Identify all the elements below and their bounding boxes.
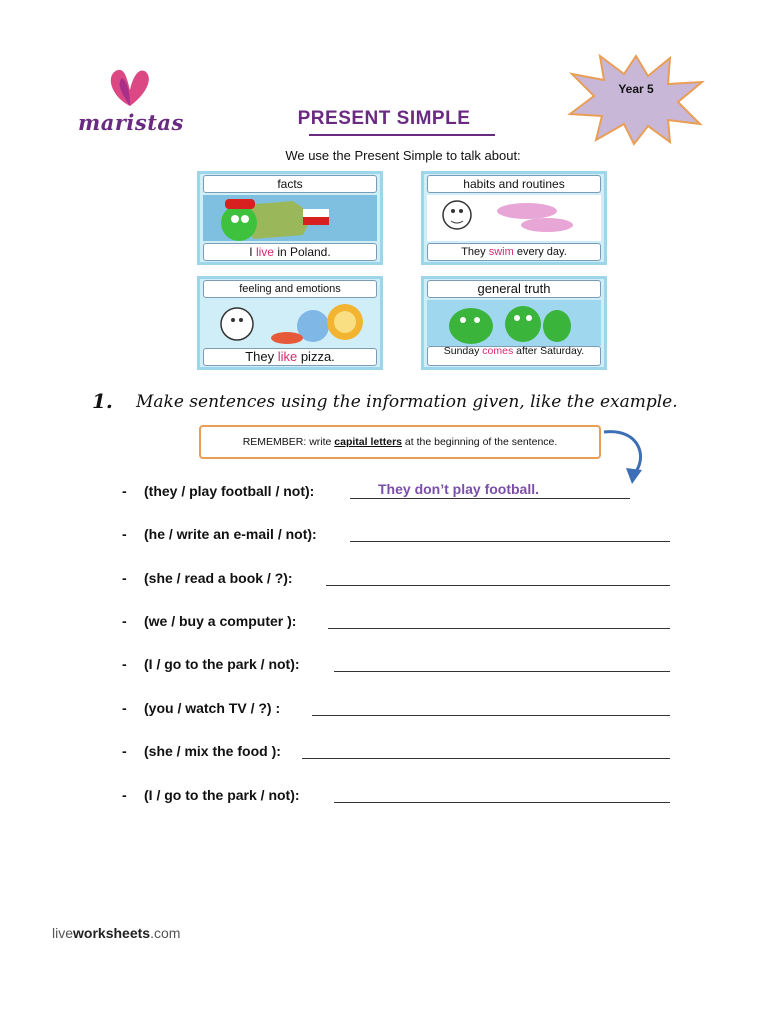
feelings-scene <box>203 300 377 346</box>
exercise-item-8 <box>122 787 682 807</box>
sentence-post: after Saturday. <box>513 345 585 357</box>
sentence-verb: comes <box>482 345 514 357</box>
exercise-item-4 <box>122 613 682 633</box>
pizza-characters-icon <box>203 300 377 346</box>
year-label: Year 5 <box>618 82 654 96</box>
item-prompt: (they / play football / not): <box>144 483 315 499</box>
item-prompt: (I / go to the park / not): <box>144 656 300 672</box>
map-character-icon <box>203 195 377 241</box>
title-underline <box>309 134 495 136</box>
card-label: general truth <box>427 280 601 298</box>
answer-line[interactable] <box>350 498 630 499</box>
butterfly-icon <box>100 66 160 112</box>
item-dash: - <box>122 700 127 716</box>
logo-text: maristas <box>78 110 184 135</box>
days-characters-icon <box>427 300 601 346</box>
card-label: feeling and emotions <box>203 280 377 298</box>
card-sentence <box>203 243 377 261</box>
exercise-item-6 <box>122 700 682 720</box>
remember-post: at the beginning of the sentence. <box>402 436 558 448</box>
exercise-item-2 <box>122 526 682 546</box>
curved-arrow-icon <box>600 428 650 488</box>
sentence-pre: They <box>245 349 278 364</box>
item-dash: - <box>122 526 127 542</box>
card-habits <box>421 171 607 265</box>
exercise-item-5 <box>122 656 682 676</box>
sentence-pre: I <box>249 245 256 259</box>
sentence-verb: swim <box>488 246 514 258</box>
star-burst-icon <box>566 52 706 146</box>
habits-scene <box>427 195 601 241</box>
item-dash: - <box>122 787 127 803</box>
item-prompt: (you / watch TV / ?) : <box>144 700 281 716</box>
card-feelings <box>197 276 383 370</box>
exercise-number: 1. <box>92 389 113 413</box>
card-facts <box>197 171 383 265</box>
answer-line[interactable] <box>302 758 670 759</box>
item-prompt: (she / mix the food ): <box>144 743 281 759</box>
swimming-character-icon <box>427 195 601 241</box>
card-label: facts <box>203 175 377 193</box>
item-dash: - <box>122 570 127 586</box>
item-prompt: (we / buy a computer ): <box>144 613 297 629</box>
card-sentence <box>427 346 601 366</box>
exercise-item-1 <box>122 483 682 503</box>
answer-line[interactable] <box>334 671 670 672</box>
footer-brand <box>52 925 180 941</box>
exercise-item-3 <box>122 570 682 590</box>
card-label: habits and routines <box>427 175 601 193</box>
footer-post: .com <box>150 925 181 941</box>
answer-line[interactable] <box>312 715 670 716</box>
page-title: PRESENT SIMPLE <box>297 108 471 129</box>
remember-box <box>199 425 601 459</box>
footer-bold: worksheets <box>73 925 151 941</box>
sentence-pre: They <box>461 246 489 258</box>
remember-pre: REMEMBER: write <box>242 436 335 448</box>
answer-line[interactable] <box>328 628 670 629</box>
exercise-instruction: Make sentences using the information given, like the example. <box>136 392 678 412</box>
sentence-pre: Sunday <box>443 345 483 357</box>
item-dash: - <box>122 483 127 499</box>
sentence-verb: live <box>255 245 274 259</box>
item-dash: - <box>122 743 127 759</box>
sentence-verb: like <box>277 349 298 364</box>
maristas-logo <box>78 66 188 146</box>
facts-scene <box>203 195 377 241</box>
sentence-post: in Poland. <box>273 245 331 259</box>
answer-line[interactable] <box>350 541 670 542</box>
truth-scene <box>427 300 601 346</box>
answer-line[interactable] <box>326 585 670 586</box>
remember-bold: capital letters <box>334 436 402 448</box>
exercise-item-7 <box>122 743 682 763</box>
item-dash: - <box>122 656 127 672</box>
sentence-post: every day. <box>513 246 567 258</box>
item-dash: - <box>122 613 127 629</box>
card-sentence <box>427 243 601 261</box>
intro-text: We use the Present Simple to talk about: <box>285 148 521 163</box>
answer-line[interactable] <box>334 802 670 803</box>
card-sentence <box>203 348 377 366</box>
item-prompt: (he / write an e-mail / not): <box>144 526 317 542</box>
answer-text[interactable]: They don’t play football. <box>378 481 539 497</box>
item-prompt: (she / read a book / ?): <box>144 570 293 586</box>
year-badge <box>566 52 706 146</box>
item-prompt: (I / go to the park / not): <box>144 787 300 803</box>
sentence-post: pizza. <box>297 349 335 364</box>
card-general-truth <box>421 276 607 370</box>
footer-pre: live <box>52 925 74 941</box>
